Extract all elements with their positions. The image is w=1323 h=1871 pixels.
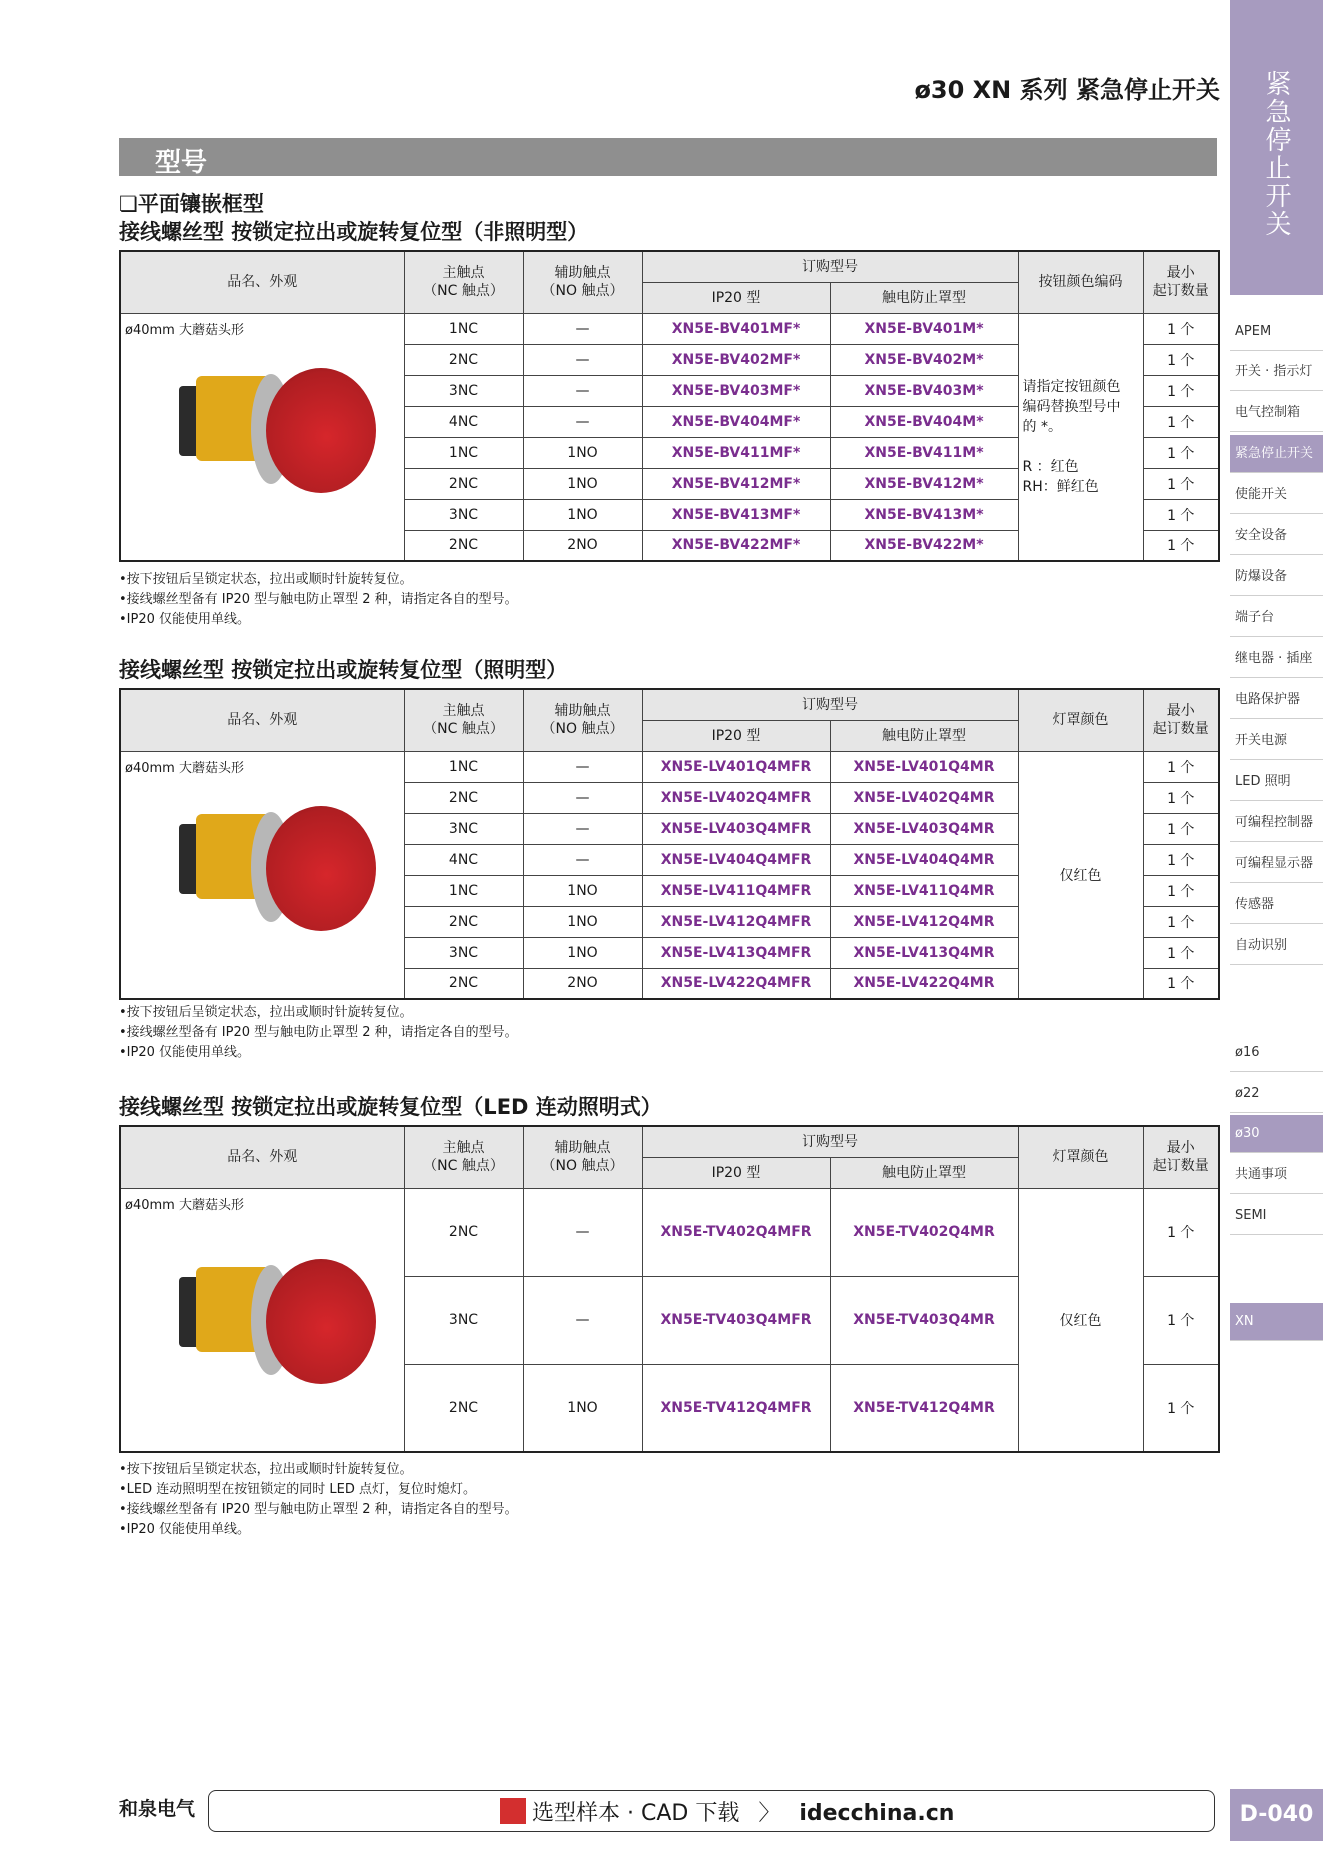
nc-cell: 2NC — [404, 906, 523, 937]
table2-notes: •按下按钮后呈锁定状态，拉出或顺时针旋转复位。 •接线螺丝型备有 IP20 型与触电防止罩型 2 种，请指定各自的型号。 •IP20 仅能使用单线。 — [119, 1005, 518, 1060]
sidebar-item-circuit-protector[interactable]: 电路保护器 — [1230, 681, 1323, 719]
nc-cell: 1NC — [404, 875, 523, 906]
no-cell: 1NO — [523, 875, 642, 906]
sidebar-item-power-supply[interactable]: 开关电源 — [1230, 722, 1323, 760]
model-ip20: XN5E-BV412MF* — [642, 468, 830, 499]
qty-cell: 1 个 — [1143, 313, 1219, 344]
no-cell: 2NO — [523, 530, 642, 561]
page-number: D-040 — [1230, 1789, 1323, 1841]
qty-cell: 1 个 — [1143, 813, 1219, 844]
product-image — [171, 1237, 371, 1397]
sidebar-item-hmi[interactable]: 可编程显示器 — [1230, 845, 1323, 883]
header-main-contact: 主触点 （NC 触点） — [404, 1126, 523, 1188]
model-guard: XN5E-BV404M* — [830, 406, 1018, 437]
header-order: 订购型号 — [642, 1126, 1018, 1157]
header-ip20: IP20 型 — [642, 720, 830, 751]
lamp-color-cell: 仅红色 — [1018, 1188, 1143, 1452]
model-guard: XN5E-BV402M* — [830, 344, 1018, 375]
sidebar-item-emergency-stop[interactable]: 紧急停止开关 — [1230, 435, 1323, 473]
no-cell: 1NO — [523, 437, 642, 468]
sub-heading: ❏平面镶嵌框型 — [119, 192, 264, 216]
header-color-code: 按钮颜色编码 — [1018, 251, 1143, 313]
table1-notes: •按下按钮后呈锁定状态，拉出或顺时针旋转复位。 •接线螺丝型备有 IP20 型与触电防止罩型 2 种，请指定各自的型号。 •IP20 仅能使用单线。 — [119, 572, 518, 627]
table2-title: 接线螺丝型 按锁定拉出或旋转复位型（照明型） — [119, 658, 568, 682]
page-header-title: 系列 紧急停止开关 — [1011, 76, 1220, 104]
no-cell: — — [523, 1188, 642, 1276]
header-order: 订购型号 — [642, 689, 1018, 720]
header-main-contact: 主触点 （NC 触点） — [404, 251, 523, 313]
model-guard: XN5E-LV413Q4MR — [830, 937, 1018, 968]
qty-cell: 1 个 — [1143, 751, 1219, 782]
sidebar-size-30[interactable]: ø30 — [1230, 1115, 1323, 1153]
sidebar-item-auto-id[interactable]: 自动识别 — [1230, 927, 1323, 965]
product-cell — [120, 1188, 404, 1452]
model-guard: XN5E-LV401Q4MR — [830, 751, 1018, 782]
no-cell: — — [523, 844, 642, 875]
nc-cell: 4NC — [404, 406, 523, 437]
qty-cell: 1 个 — [1143, 937, 1219, 968]
model-guard: XN5E-BV413M* — [830, 499, 1018, 530]
no-cell: — — [523, 375, 642, 406]
footer-url: idecchina.cn — [799, 1801, 955, 1826]
nc-cell: 3NC — [404, 1276, 523, 1364]
sidebar-category-tab[interactable] — [1230, 0, 1323, 295]
sidebar-series-xn[interactable]: XN — [1230, 1303, 1323, 1341]
header-ip20: IP20 型 — [642, 282, 830, 313]
model-guard: XN5E-BV412M* — [830, 468, 1018, 499]
color-code-note: 请指定按钮颜色 编码替换型号中 的 *。 R ：红色 RH：鲜红色 — [1018, 313, 1143, 561]
model-guard: XN5E-TV403Q4MR — [830, 1276, 1018, 1364]
model-guard: XN5E-TV412Q4MR — [830, 1364, 1018, 1452]
brand-logo: 和泉电气 — [119, 1798, 196, 1820]
table3-title: 接线螺丝型 按锁定拉出或旋转复位型（LED 连动照明式） — [119, 1095, 662, 1119]
model-ip20: XN5E-LV412Q4MFR — [642, 906, 830, 937]
product-label: ø40mm 大蘑菇头形 — [125, 1197, 244, 1213]
model-guard: XN5E-BV401M* — [830, 313, 1018, 344]
qty-cell: 1 个 — [1143, 437, 1219, 468]
qty-cell: 1 个 — [1143, 782, 1219, 813]
nc-cell: 1NC — [404, 437, 523, 468]
model-ip20: XN5E-TV412Q4MFR — [642, 1364, 830, 1452]
model-ip20: XN5E-BV403MF* — [642, 375, 830, 406]
nc-cell: 1NC — [404, 751, 523, 782]
no-cell: 1NO — [523, 1364, 642, 1452]
sidebar-item-safety[interactable]: 安全设备 — [1230, 517, 1323, 555]
model-guard: XN5E-LV402Q4MR — [830, 782, 1018, 813]
section-bar — [119, 138, 1217, 176]
no-cell: 1NO — [523, 906, 642, 937]
model-guard: XN5E-LV404Q4MR — [830, 844, 1018, 875]
header-main-contact: 主触点 （NC 触点） — [404, 689, 523, 751]
header-guard: 触电防止罩型 — [830, 720, 1018, 751]
model-guard: XN5E-BV411M* — [830, 437, 1018, 468]
no-cell: 1NO — [523, 468, 642, 499]
nc-cell: 2NC — [404, 468, 523, 499]
model-ip20: XN5E-BV411MF* — [642, 437, 830, 468]
sidebar-item-explosion-proof[interactable]: 防爆设备 — [1230, 558, 1323, 596]
model-ip20: XN5E-LV411Q4MFR — [642, 875, 830, 906]
nc-cell: 2NC — [404, 782, 523, 813]
no-cell: — — [523, 344, 642, 375]
header-aux-contact: 辅助触点 （NO 触点） — [523, 1126, 642, 1188]
qty-cell: 1 个 — [1143, 875, 1219, 906]
sidebar-item-relay[interactable]: 继电器 · 插座 — [1230, 640, 1323, 678]
model-ip20: XN5E-BV404MF* — [642, 406, 830, 437]
product-cell — [120, 313, 404, 561]
qty-cell: 1 个 — [1143, 1188, 1219, 1276]
model-ip20: XN5E-TV403Q4MFR — [642, 1276, 830, 1364]
no-cell: 2NO — [523, 968, 642, 999]
model-ip20: XN5E-LV413Q4MFR — [642, 937, 830, 968]
sidebar-category-title: 紧急停止开关 — [1261, 70, 1291, 238]
no-cell: — — [523, 782, 642, 813]
nc-cell: 2NC — [404, 1364, 523, 1452]
model-ip20: XN5E-LV402Q4MFR — [642, 782, 830, 813]
sidebar-item-switches[interactable]: 开关 · 指示灯 — [1230, 353, 1323, 391]
header-min-qty: 最小 起订数量 — [1143, 1126, 1219, 1188]
download-icon — [500, 1798, 526, 1824]
table2 — [119, 688, 1220, 1000]
header-min-qty: 最小 起订数量 — [1143, 689, 1219, 751]
series-code: ø30 XN — [914, 76, 1012, 104]
qty-cell: 1 个 — [1143, 844, 1219, 875]
sidebar-item-enabling[interactable]: 使能开关 — [1230, 476, 1323, 514]
product-cell — [120, 751, 404, 999]
model-ip20: XN5E-BV401MF* — [642, 313, 830, 344]
table3 — [119, 1125, 1220, 1453]
header-lamp-color: 灯罩颜色 — [1018, 1126, 1143, 1188]
sidebar-item-plc[interactable]: 可编程控制器 — [1230, 804, 1323, 842]
model-ip20: XN5E-LV401Q4MFR — [642, 751, 830, 782]
nc-cell: 3NC — [404, 375, 523, 406]
qty-cell: 1 个 — [1143, 375, 1219, 406]
model-ip20: XN5E-TV402Q4MFR — [642, 1188, 830, 1276]
product-image — [171, 346, 371, 506]
no-cell: — — [523, 1276, 642, 1364]
sidebar-item-terminal[interactable]: 端子台 — [1230, 599, 1323, 637]
sidebar-size-22[interactable]: ø22 — [1230, 1075, 1323, 1113]
model-guard: XN5E-BV403M* — [830, 375, 1018, 406]
product-image — [171, 784, 371, 944]
header-min-qty: 最小 起订数量 — [1143, 251, 1219, 313]
model-ip20: XN5E-BV413MF* — [642, 499, 830, 530]
nc-cell: 2NC — [404, 1188, 523, 1276]
table1 — [119, 250, 1220, 562]
table3-notes: •按下按钮后呈锁定状态，拉出或顺时针旋转复位。 •LED 连动照明型在按钮锁定的同时 LED 点灯，复位时熄灯。 •接线螺丝型备有 IP20 型与触电防止罩型 2 种，请指定各自的型号。 •IP20 仅能使用单线。 — [119, 1462, 518, 1537]
sidebar-size-16[interactable]: ø16 — [1230, 1034, 1323, 1072]
footer-link[interactable] — [500, 1796, 954, 1827]
header-name: 品名、外观 — [120, 689, 404, 751]
nc-cell: 3NC — [404, 499, 523, 530]
table1-title: 接线螺丝型 按锁定拉出或旋转复位型（非照明型） — [119, 220, 589, 244]
nc-cell: 2NC — [404, 968, 523, 999]
no-cell: 1NO — [523, 499, 642, 530]
header-aux-contact: 辅助触点 （NO 触点） — [523, 251, 642, 313]
header-guard: 触电防止罩型 — [830, 1157, 1018, 1188]
no-cell: 1NO — [523, 937, 642, 968]
header-name: 品名、外观 — [120, 1126, 404, 1188]
sidebar-item-sensor[interactable]: 传感器 — [1230, 886, 1323, 924]
model-guard: XN5E-LV412Q4MR — [830, 906, 1018, 937]
qty-cell: 1 个 — [1143, 906, 1219, 937]
header-lamp-color: 灯罩颜色 — [1018, 689, 1143, 751]
sidebar-common[interactable]: 共通事项 — [1230, 1156, 1323, 1194]
footer-link-label: 选型样本 · CAD 下载 — [532, 1801, 740, 1826]
model-guard: XN5E-TV402Q4MR — [830, 1188, 1018, 1276]
nc-cell: 2NC — [404, 530, 523, 561]
qty-cell: 1 个 — [1143, 968, 1219, 999]
sidebar-item-control-box[interactable]: 电气控制箱 — [1230, 394, 1323, 432]
qty-cell: 1 个 — [1143, 530, 1219, 561]
model-guard: XN5E-LV403Q4MR — [830, 813, 1018, 844]
no-cell: — — [523, 813, 642, 844]
model-ip20: XN5E-LV404Q4MFR — [642, 844, 830, 875]
header-name: 品名、外观 — [120, 251, 404, 313]
model-guard: XN5E-LV422Q4MR — [830, 968, 1018, 999]
nc-cell: 2NC — [404, 344, 523, 375]
model-ip20: XN5E-LV422Q4MFR — [642, 968, 830, 999]
lamp-color-cell: 仅红色 — [1018, 751, 1143, 999]
nc-cell: 3NC — [404, 937, 523, 968]
qty-cell: 1 个 — [1143, 406, 1219, 437]
nc-cell: 3NC — [404, 813, 523, 844]
qty-cell: 1 个 — [1143, 1276, 1219, 1364]
model-ip20: XN5E-LV403Q4MFR — [642, 813, 830, 844]
sidebar-item-apem[interactable]: APEM — [1230, 313, 1323, 351]
page-header — [880, 70, 1220, 105]
header-aux-contact: 辅助触点 （NO 触点） — [523, 689, 642, 751]
qty-cell: 1 个 — [1143, 468, 1219, 499]
product-label: ø40mm 大蘑菇头形 — [125, 760, 244, 776]
model-guard: XN5E-LV411Q4MR — [830, 875, 1018, 906]
model-ip20: XN5E-BV422MF* — [642, 530, 830, 561]
product-label: ø40mm 大蘑菇头形 — [125, 322, 244, 338]
header-ip20: IP20 型 — [642, 1157, 830, 1188]
sidebar-semi[interactable]: SEMI — [1230, 1197, 1323, 1235]
no-cell: — — [523, 406, 642, 437]
qty-cell: 1 个 — [1143, 499, 1219, 530]
nc-cell: 1NC — [404, 313, 523, 344]
header-guard: 触电防止罩型 — [830, 282, 1018, 313]
no-cell: — — [523, 751, 642, 782]
section-title: 型号 — [155, 148, 208, 178]
model-ip20: XN5E-BV402MF* — [642, 344, 830, 375]
no-cell: — — [523, 313, 642, 344]
sidebar-item-led-lighting[interactable]: LED 照明 — [1230, 763, 1323, 801]
header-order: 订购型号 — [642, 251, 1018, 282]
qty-cell: 1 个 — [1143, 1364, 1219, 1452]
nc-cell: 4NC — [404, 844, 523, 875]
qty-cell: 1 个 — [1143, 344, 1219, 375]
chevron-right-icon: 〉 — [758, 1801, 781, 1826]
model-guard: XN5E-BV422M* — [830, 530, 1018, 561]
